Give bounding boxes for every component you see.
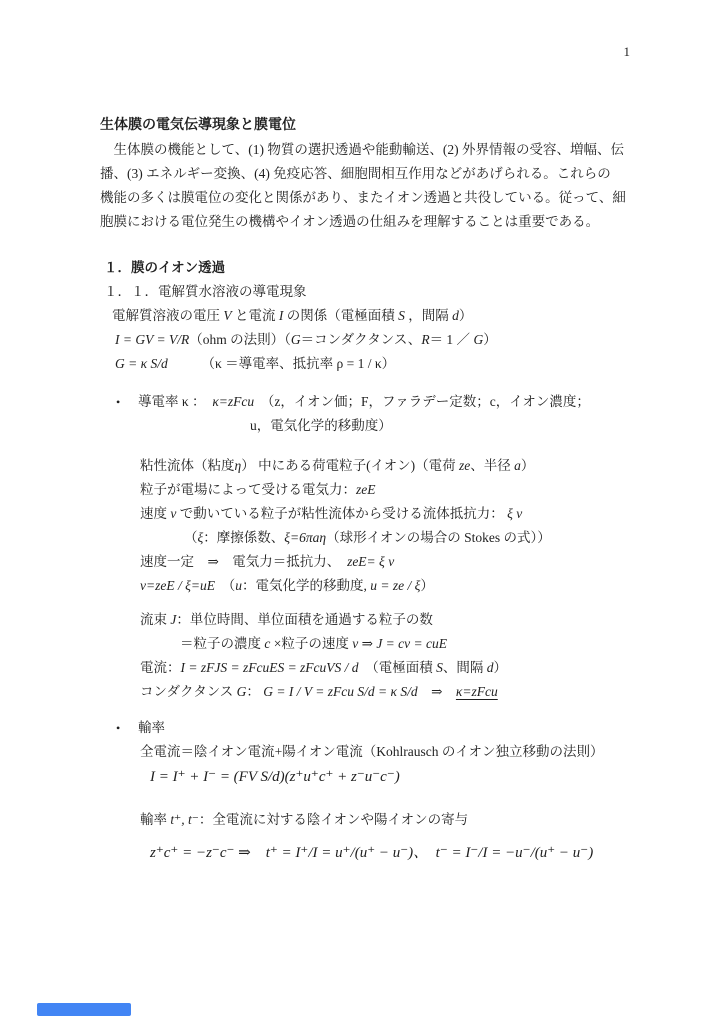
subsection-heading <box>100 280 630 304</box>
text-line <box>100 414 630 438</box>
text-segment: 、半径 <box>470 458 515 473</box>
page-number: 1 <box>623 44 630 59</box>
text-segment: J <box>170 612 177 627</box>
text-segment: ） <box>493 660 508 675</box>
text-segment: G = κ S/d <box>115 356 168 371</box>
text-segment: ） <box>458 308 473 323</box>
text-segment: u <box>235 578 242 593</box>
text-segment: 、間隔 <box>442 660 487 675</box>
text-segment: （κ ＝導電率、抵抗率 ρ = 1 / κ） <box>167 356 396 371</box>
text-segment: 胞膜における電位発生の機構やイオン透過の仕組みを理解することは重要である。 <box>100 214 600 229</box>
text-segment: V <box>223 308 232 323</box>
text-segment: （ <box>184 530 198 545</box>
text-segment: zeE <box>356 482 376 497</box>
text-line <box>100 138 630 162</box>
text-segment: 粘性流体（粘度 <box>140 458 235 473</box>
section-heading <box>100 256 630 280</box>
text-segment: d <box>486 660 494 675</box>
text-segment: u = ze / ξ <box>370 578 421 593</box>
intro-paragraph <box>100 138 630 234</box>
text-segment: G <box>290 332 301 347</box>
text-segment: ×粒子の速度 <box>270 636 353 651</box>
text-segment: １．膜のイオン透過 <box>104 260 226 275</box>
text-segment: ⇒ <box>358 636 377 651</box>
text-segment: v=zeE / ξ=uE <box>140 578 215 593</box>
bullet-icon: • <box>116 721 121 735</box>
text-line <box>100 608 630 632</box>
text-segment: I = GV = V/R <box>115 332 190 347</box>
text-line <box>100 740 630 764</box>
text-line <box>100 764 630 790</box>
text-segment: G = I / V = zFcu S/d = κ S/d <box>263 684 418 699</box>
text-line <box>100 632 630 656</box>
text-segment: ＝粒子の濃度 <box>180 636 265 651</box>
text-line <box>100 390 630 414</box>
text-line <box>100 328 630 352</box>
text-line <box>100 526 630 550</box>
text-segment: I = I⁺ + I⁻ = (FV S/d)(z⁺u⁺c⁺ + z⁻u⁻c⁻) <box>150 769 400 785</box>
text-line <box>100 454 630 478</box>
text-segment: zeE= ξ v <box>347 554 395 569</box>
text-line <box>100 550 630 574</box>
text-line <box>100 656 630 680</box>
transport-fraction-block <box>100 808 630 866</box>
text-line <box>100 502 630 526</box>
section-headings <box>100 256 630 304</box>
text-segment: η <box>234 458 242 473</box>
text-line <box>100 304 630 328</box>
text-segment: G <box>473 332 484 347</box>
flux-block <box>100 608 630 704</box>
text-segment: ：電気化学的移動度, <box>241 578 371 593</box>
text-segment: ξ <box>197 530 204 545</box>
text-segment: z⁺c⁺ = −z⁻c⁻ ⇒ t⁺ = I⁺/I = u⁺/(u⁺ − u⁻)、 t⁻ = I⁻/I = −u⁻/(u⁺ − u⁻) <box>150 845 594 861</box>
document-body <box>100 138 630 866</box>
text-segment: R <box>421 332 430 347</box>
text-segment: ） <box>520 458 535 473</box>
text-segment: で動いている粒子が粘性流体から受ける流体抵抗力： <box>176 506 508 521</box>
text-segment: １．１．電解質水溶液の導電現象 <box>104 284 307 299</box>
text-segment: 全電流＝陰イオン電流+陽イオン電流（Kohlrausch のイオン独立移動の法則） <box>140 744 604 759</box>
text-line <box>100 716 630 740</box>
text-segment: 速度 <box>140 506 171 521</box>
text-segment: c <box>264 636 271 651</box>
text-segment: （球形イオンの場合の Stokes の式）） <box>326 530 551 545</box>
text-segment: I = zFJS = zFcuES = zFcuVS / d <box>180 660 359 675</box>
text-segment: t⁺, t⁻ <box>170 812 199 827</box>
viscous-fluid-block <box>100 454 630 598</box>
text-segment: 電解質溶液の電圧 <box>112 308 224 323</box>
text-line <box>100 840 630 866</box>
text-segment: d <box>452 308 459 323</box>
text-segment: κ=zFcu <box>455 684 498 699</box>
text-segment: 電流： <box>140 660 181 675</box>
text-segment: 速度一定 ⇒ 電気力＝抵抗力、 <box>140 554 348 569</box>
text-line <box>100 162 630 186</box>
text-segment: （ <box>214 578 236 593</box>
text-segment: 輸率 <box>140 812 171 827</box>
text-segment: v <box>352 636 359 651</box>
text-line <box>100 680 630 704</box>
text-segment: I <box>278 308 284 323</box>
text-segment: 導電率 κ ： <box>138 394 213 409</box>
progress-bar <box>37 1003 131 1016</box>
text-segment: （ohm の法則）（ <box>189 332 291 347</box>
text-segment: G <box>236 684 247 699</box>
text-line <box>100 574 630 598</box>
text-segment: v <box>170 506 177 521</box>
text-segment: J = cv = cuE <box>376 636 447 651</box>
text-line <box>100 186 630 210</box>
text-line <box>100 210 630 234</box>
conductivity-bullet <box>100 390 630 438</box>
bullet-icon: • <box>116 395 121 409</box>
text-segment: （z，イオン価；F，ファラデー定数；c，イオン濃度； <box>254 394 590 409</box>
text-segment: ξ v <box>507 506 523 521</box>
text-line <box>100 478 630 502</box>
text-segment: u，電気化学的移動度） <box>250 418 392 433</box>
text-segment: κ=zFcu <box>212 394 255 409</box>
text-segment: ：摩擦係数、 <box>203 530 285 545</box>
text-segment: ： <box>246 684 264 699</box>
text-segment: 生体膜の機能として、(1) 物質の選択透過や能動輸送、(2) 外界情報の受容、増幅、伝 <box>100 142 624 157</box>
text-segment: 流束 <box>140 612 171 627</box>
text-line <box>100 808 630 832</box>
text-segment: ＝ 1 ／ <box>429 332 474 347</box>
transport-number-bullet <box>100 716 630 790</box>
text-segment: a <box>514 458 521 473</box>
text-segment: ：単位時間、単位面積を通過する粒子の数 <box>176 612 433 627</box>
text-segment: ＝コンダクタンス、 <box>300 332 422 347</box>
text-segment: 播、(3) エネルギー変換、(4) 免疫応答、細胞間相互作用などがあげられる。これらの <box>100 166 611 181</box>
text-segment: S <box>398 308 405 323</box>
text-segment: S <box>436 660 443 675</box>
text-line <box>100 352 630 376</box>
text-segment: ） 中にある荷電粒子(イオン)（電荷 <box>241 458 460 473</box>
ohm-law-block <box>100 304 630 376</box>
text-segment: ：全電流に対する陰イオンや陽イオンの寄与 <box>198 812 469 827</box>
text-segment: コンダクタンス <box>140 684 237 699</box>
document-title: 生体膜の電気伝導現象と膜電位 <box>100 118 296 133</box>
text-segment: 粒子が電場によって受ける電気力： <box>140 482 356 497</box>
text-segment: ⇒ <box>417 684 456 699</box>
text-segment: ξ=6πaη <box>284 530 327 545</box>
text-segment: （電極面積 <box>358 660 437 675</box>
text-segment: ，間隔 <box>404 308 453 323</box>
text-segment: ） <box>483 332 497 347</box>
text-segment: ze <box>459 458 471 473</box>
text-segment: 機能の多くは膜電位の変化と関係があり、またイオン透過と共役している。従って、細 <box>100 190 626 205</box>
text-segment: ） <box>420 578 434 593</box>
text-segment: 輸率 <box>138 720 165 735</box>
text-segment: と電流 <box>231 308 279 323</box>
text-segment: の関係（電極面積 <box>283 308 399 323</box>
